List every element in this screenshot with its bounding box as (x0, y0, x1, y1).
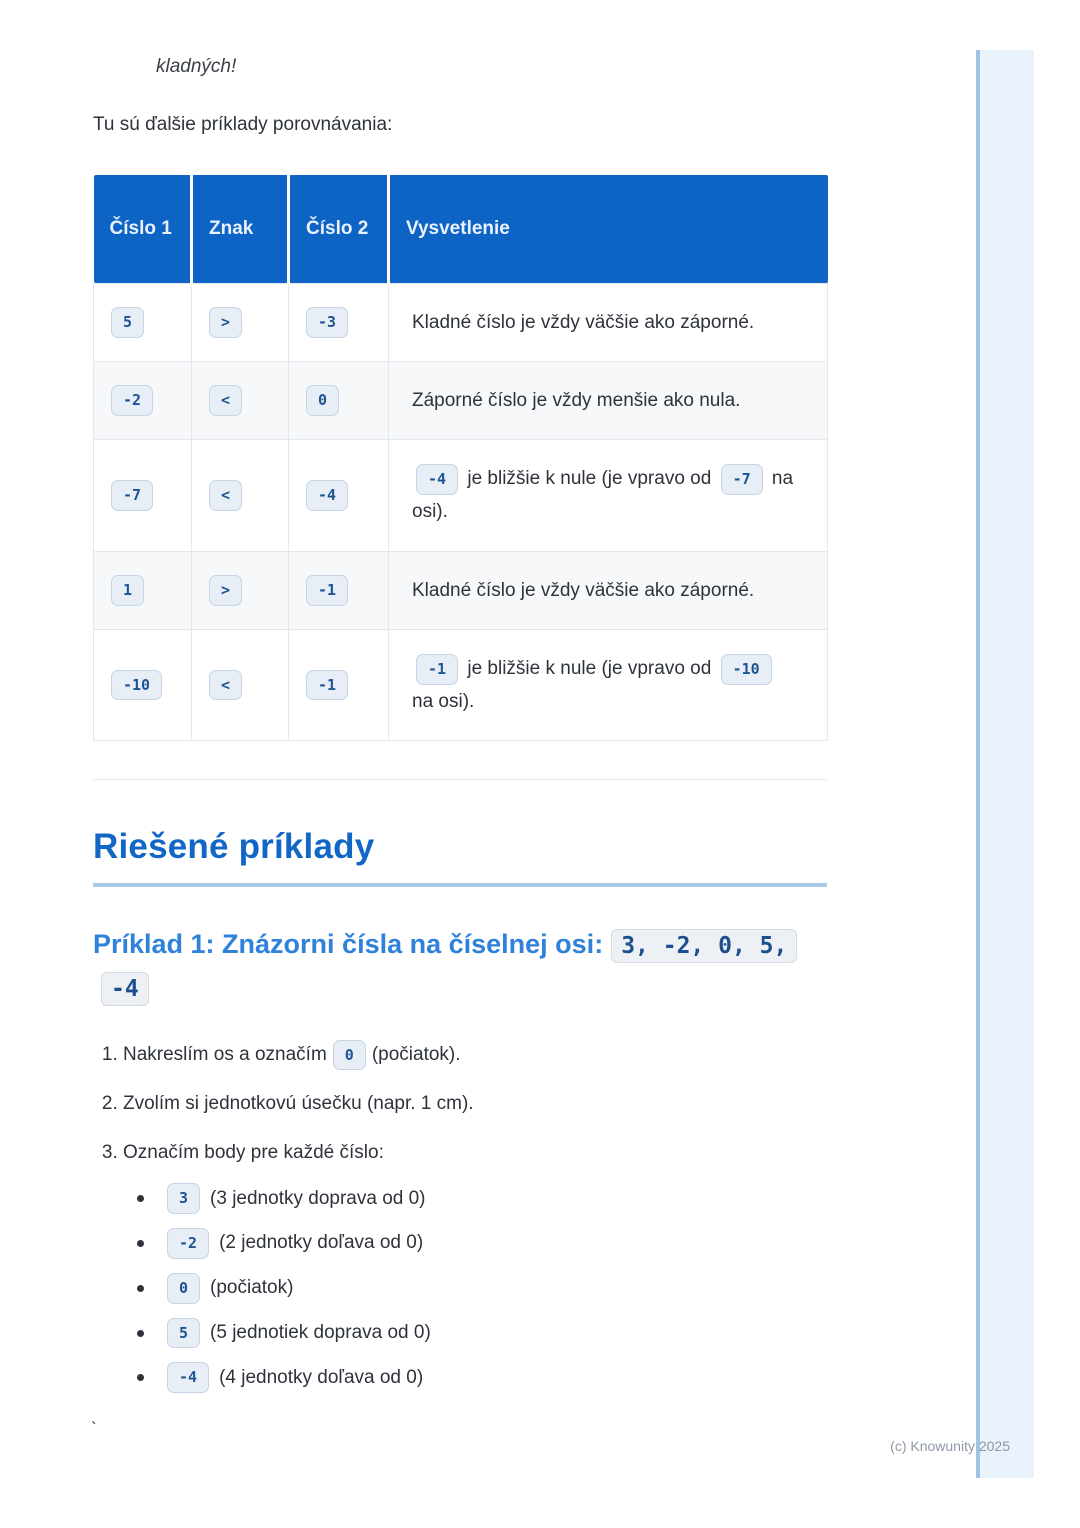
number-points-list (137, 1183, 827, 1393)
number-chip: -7 (721, 464, 763, 495)
bullet-dot (137, 1374, 144, 1381)
section-divider (93, 779, 827, 780)
explanation-text: je bližšie k nule (je vpravo od (462, 657, 717, 679)
copyright-text: (c) Knowunity 2025 (890, 1438, 1010, 1454)
table-row (94, 283, 828, 361)
number-chip: -2 (111, 385, 153, 416)
number-chip: -10 (721, 654, 772, 685)
solution-steps-list (123, 1040, 827, 1394)
explanation-text: na osi). (412, 691, 475, 712)
explanation-text: Kladné číslo je vždy väčšie ako záporné. (412, 311, 755, 333)
example-1-numbers-code: 3, -2, 0, 5, -4 (101, 929, 797, 1006)
table-row (94, 361, 828, 439)
header-znak: Znak (192, 175, 289, 283)
solution-step (123, 1040, 827, 1071)
intro-italic-note: kladných! (156, 56, 237, 77)
point-description: (4 jednotky doľava od 0) (219, 1366, 424, 1388)
number-chip: 5 (111, 307, 144, 338)
bullet-dot (137, 1330, 144, 1337)
header-vysvetlenie: Vysvetlenie (389, 175, 828, 283)
number-chip: -1 (416, 654, 458, 685)
bullet-dot (137, 1285, 144, 1292)
explanation-cell (389, 440, 828, 552)
sign-chip: < (209, 670, 242, 701)
explanation-text: je bližšie k nule (je vpravo od (462, 468, 717, 489)
document-content (93, 0, 827, 1439)
point-description: (počiatok) (210, 1277, 294, 1298)
explanation-cell (389, 361, 828, 439)
point-description: (5 jednotiek doprava od 0) (210, 1321, 431, 1343)
number-point (137, 1228, 827, 1259)
section-title: Riešené príklady (93, 827, 827, 887)
bullet-dot (137, 1240, 144, 1247)
sign-chip: > (209, 575, 242, 606)
number-chip: -7 (111, 480, 153, 511)
number-point (137, 1318, 827, 1349)
bullet-dot (137, 1195, 144, 1202)
table-row (94, 629, 828, 741)
point-description: (2 jednotky doľava od 0) (219, 1232, 424, 1254)
explanation-text: Kladné číslo je vždy väčšie ako záporné. (412, 579, 755, 601)
sign-chip: < (209, 385, 242, 416)
comparison-table (93, 175, 828, 741)
number-chip: -3 (306, 307, 348, 338)
number-point (137, 1273, 827, 1304)
table-row (94, 440, 828, 552)
number-chip: 5 (167, 1318, 200, 1349)
number-chip: -1 (306, 575, 348, 606)
step-text: Zvolím si jednotkovú úsečku (napr. 1 cm). (123, 1093, 474, 1115)
solution-step (123, 1090, 827, 1119)
sign-chip: < (209, 480, 242, 511)
number-chip: -10 (111, 670, 162, 701)
number-chip: 0 (306, 385, 339, 416)
header-cislo-2: Číslo 2 (289, 175, 389, 283)
number-chip: 0 (333, 1040, 366, 1071)
intro-lead-text: Tu sú ďalšie príklady porovnávania: (93, 114, 393, 135)
number-point (137, 1362, 827, 1393)
number-point (137, 1183, 827, 1214)
step-text: (počiatok). (371, 1043, 461, 1065)
example-1-title-text: Príklad 1: Znázorni čísla na číselnej osi: (93, 929, 604, 960)
number-chip: -1 (306, 670, 348, 701)
number-chip: 0 (167, 1273, 200, 1304)
step-text: Nakreslím os a označím (123, 1043, 327, 1065)
number-chip: -4 (306, 480, 348, 511)
explanation-cell (389, 283, 828, 361)
number-chip: 1 (111, 575, 144, 606)
number-chip: -4 (167, 1362, 209, 1393)
comparison-table-header (94, 175, 828, 283)
number-chip: -2 (167, 1228, 209, 1259)
header-cislo-1: Číslo 1 (94, 175, 192, 283)
explanation-text: na osi). (412, 468, 794, 523)
stray-backtick: ` (91, 1419, 97, 1439)
step-text: Označím body pre každé číslo: (123, 1141, 384, 1163)
table-row (94, 551, 828, 629)
solution-step (123, 1139, 827, 1393)
number-chip: 3 (167, 1183, 200, 1214)
explanation-cell (389, 629, 828, 741)
point-description: (3 jednotky doprava od 0) (210, 1187, 426, 1209)
sign-chip: > (209, 307, 242, 338)
explanation-text: Záporné číslo je vždy menšie ako nula. (412, 389, 741, 411)
number-chip: -4 (416, 464, 458, 495)
explanation-cell (389, 551, 828, 629)
example-1-title (93, 923, 827, 1009)
page-edge-scroll-strip (976, 50, 1034, 1478)
